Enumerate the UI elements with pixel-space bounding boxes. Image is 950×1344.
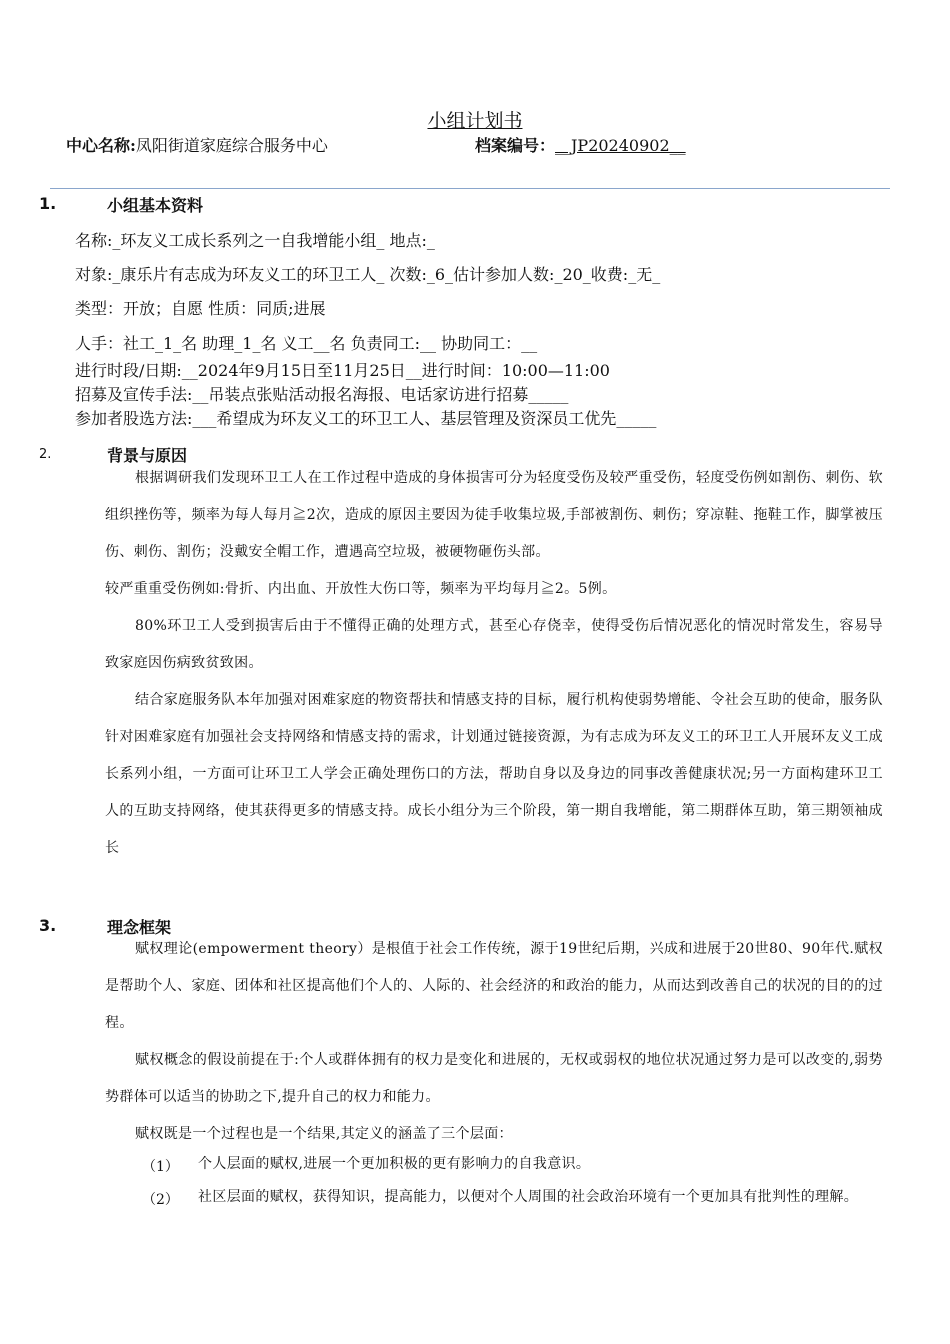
selection-line: 参加者股选方法:___希望成为环友义工的环卫工人、基层管理及资深员工优先_____ (75, 409, 657, 428)
list-item-2-number: （2） (142, 1192, 179, 1208)
period-line: 进行时段/日期:__2024年9月15日至11月25日__进行时间：10:00—11:00 (75, 361, 610, 380)
recruit-line: 招募及宣传手法:__吊装点张贴活动报名海报、电话家访进行招募_____ (75, 385, 569, 404)
section-1-number: 1. (39, 194, 57, 213)
section-1-title: 小组基本资料 (107, 196, 204, 215)
type-line: 类型：开放；自愿 性质：同质;进展 (75, 299, 326, 318)
theory-paragraph-3: 赋权既是一个过程也是一个结果,其定义的涵盖了三个层面： (135, 1126, 513, 1142)
background-paragraph-4: 结合家庭服务队本年加强对困难家庭的物资帮扶和情感支持的目标，履行机构使弱势增能、令社会互助的使命，服务队针对困难家庭有加强社会支持网络和情感支持的需求，计划通过链接资源，为有志成为环友义工的环卫工人开展环友义工成长系列小组，一方面可让环卫工人学会正确处理伤口的方法，帮助自身以及身边的同事改善健康状况;另一方面构建环卫工人的互助支持网络，使其获得更多的情感支持。成长小组分为三个阶段，第一期自我增能，第二期群体互助，第三期领袖成长 (105, 692, 883, 856)
center-name-label: 中心名称: (66, 136, 136, 155)
file-number-label: 档案编号： (475, 136, 556, 155)
section-2-number: 2. (39, 447, 52, 462)
section-3-body (105, 931, 883, 1153)
background-paragraph-3: 80%环卫工人受到损害后由于不懂得正确的处理方式，甚至心存侥幸，使得受伤后情况恶化的情况时常发生，容易导致家庭因伤病致贫致困。 (105, 618, 883, 671)
list-item-1-text: 个人层面的赋权,进展一个更加积极的更有影响力的自我意识。 (198, 1156, 591, 1172)
target-line: 对象:_康乐片有志成为环友义工的环卫工人_ 次数:_6_估计参加人数:_20_收费:_无_ (75, 265, 661, 284)
center-name (66, 133, 328, 156)
list-item-1-number: （1） (142, 1159, 179, 1175)
theory-paragraph-2: 赋权概念的假设前提在于:个人或群体拥有的权力是变化和进展的，无权或弱权的地位状况通过努力是可以改变的,弱势势群体可以适当的协助之下,提升自己的权力和能力。 (105, 1052, 883, 1105)
file-number (475, 133, 686, 156)
staff-line: 人手：社工_1_名 助理_1_名 义工__名 负责同工:__ 协助同工：__ (75, 334, 538, 353)
background-paragraph-1: 根据调研我们发现环卫工人在工作过程中造成的身体损害可分为轻度受伤及较严重受伤，轻度受伤例如割伤、刺伤、软组织挫伤等，频率为每人每月≧2次，造成的原因主要因为徒手收集垃圾,手部被割伤、刺伤；穿凉鞋、拖鞋工作，脚掌被压伤、刺伤、割伤；没戴安全帽工作，遭遇高空垃圾，被硬物砸伤头部。 (105, 470, 883, 560)
document-title: 小组计划书 (427, 110, 523, 132)
section-2-title: 背景与原因 (107, 446, 188, 465)
file-number-value: __JP20240902__ (555, 136, 686, 155)
section-2-body (105, 460, 883, 867)
theory-paragraph-1: 赋权理论(empowerment theory）是根值于社会工作传统，源于19世纪后期，兴成和进展于20世80、90年代.赋权是帮助个人、家庭、团体和社区提高他们个人的、人际的、社会经济的和政治的能力，从而达到改善自己的状况的目的的过程。 (105, 941, 883, 1031)
section-3-number: 3. (39, 916, 57, 935)
background-paragraph-2: 较严重重受伤例如:骨折、内出血、开放性大伤口等，频率为平均每月≧2。5例。 (105, 581, 617, 597)
center-name-value: 凤阳街道家庭综合服务中心 (135, 136, 328, 155)
group-name-line: 名称:_环友义工成长系列之一自我增能小组_ 地点:_ (75, 231, 435, 250)
header-divider (50, 188, 890, 189)
list-item-2-text: 社区层面的赋权，获得知识，提高能力，以便对个人周围的社会政治环境有一个更加具有批判性的理解。 (198, 1189, 859, 1205)
section-3-title: 理念框架 (107, 918, 172, 937)
